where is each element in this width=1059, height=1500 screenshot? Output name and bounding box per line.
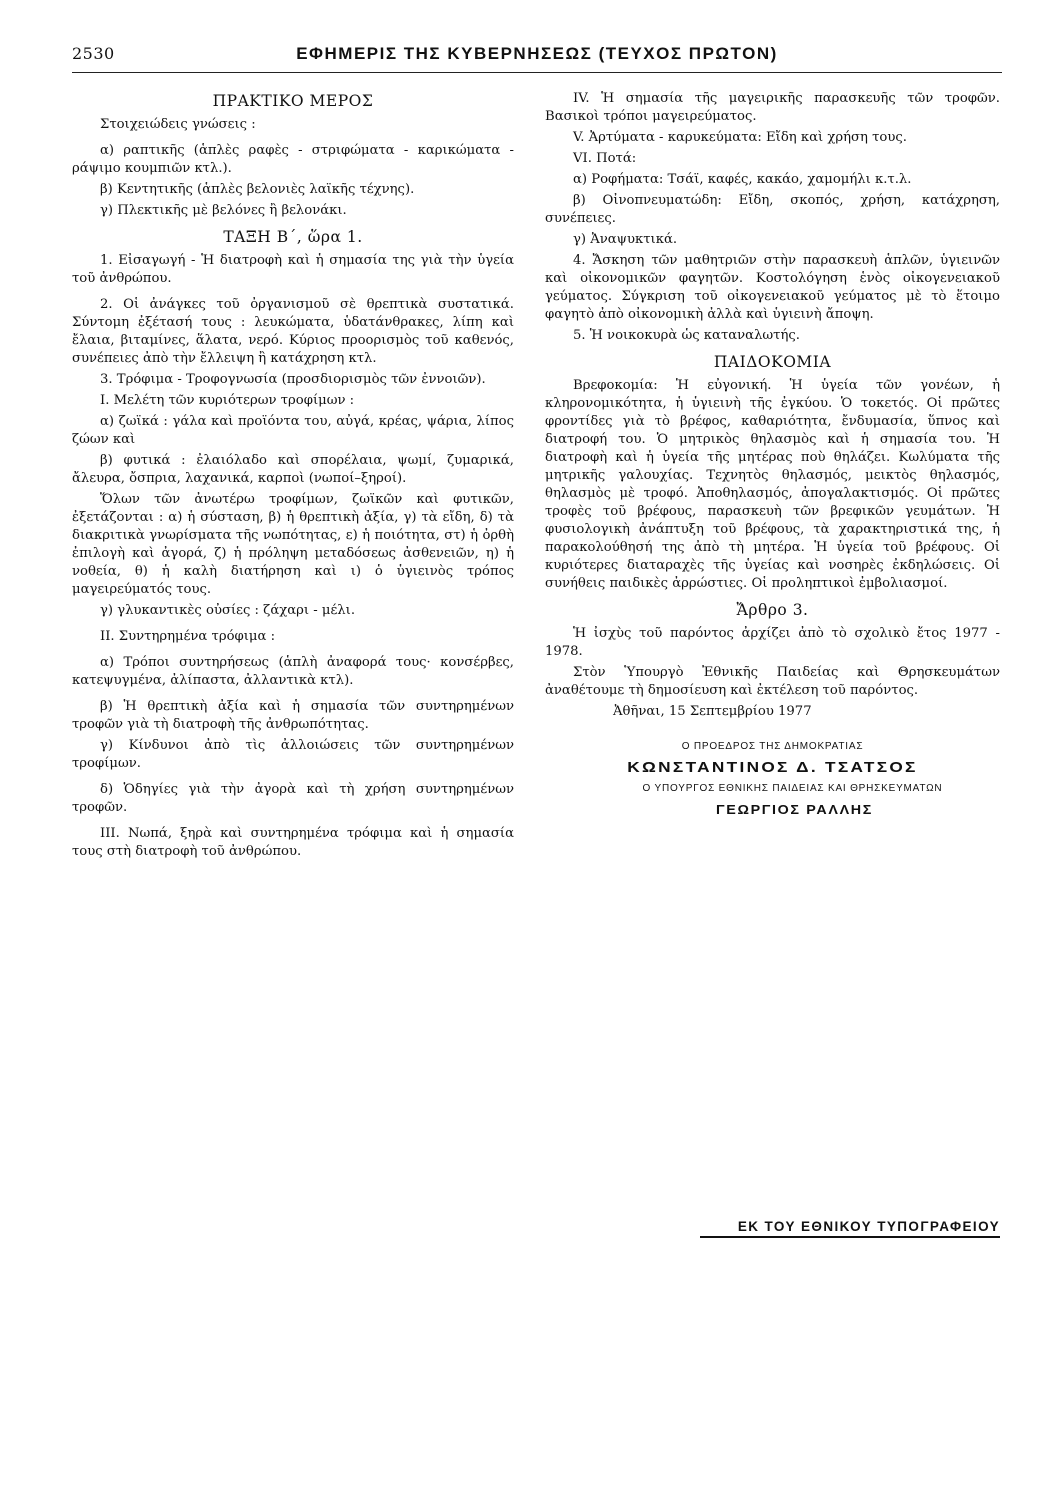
paragraph-I-a: α) ζωϊκά : γάλα καὶ προϊόντα του, αὐγά, κρέας, ψάρια, λίπος ζώων καὶ	[72, 414, 514, 447]
article-3-heading: Ἄρθρο 3.	[736, 601, 809, 619]
paragraph-I-b: β) φυτικά : ἐλαιόλαδο καὶ σπορέλαια, ψωμί, ζυμαρικά, ἄλευρα, ὄσπρια, λαχανικά, καρποὶ (νωποί–ξηροί).	[72, 453, 514, 486]
paragraph-VI-a: α) Ροφήματα: Τσάϊ, καφές, κακάο, χαμομήλι κ.τ.λ.	[573, 172, 912, 187]
paragraph-II-a: α) Τρόποι συντηρήσεως (ἁπλὴ ἀναφορά τους· κονσέρβες, κατεψυγμένα, ἀλίπαστα, ἀλλαντικὰ κτλ).	[72, 655, 514, 688]
paragraph-I: Ι. Μελέτη τῶν κυριότερων τροφίμων :	[100, 393, 355, 408]
president-title: Ο ΠΡΟΕΔΡΟΣ ΤΗΣ ΔΗΜΟΚΡΑΤΙΑΣ	[681, 741, 864, 752]
page-number: 2530	[72, 44, 115, 63]
paragraph-embroidery: β) Κεντητικῆς (ἁπλὲς βελονιὲς λαϊκῆς τέχνης).	[100, 182, 415, 197]
paragraph-V: V. Ἀρτύματα - καρυκεύματα: Εἴδη καὶ χρήση τους.	[573, 130, 907, 145]
header-rule	[72, 72, 1002, 73]
paragraph-5: 5. Ἡ νοικοκυρὰ ὡς καταναλωτής.	[573, 328, 800, 343]
paragraph-II-d: δ) Ὁδηγίες γιὰ τὴν ἀγορὰ καὶ τὴ χρήση συντηρημένων τροφῶν.	[72, 782, 514, 815]
paragraph-IV: ΙV. Ἡ σημασία τῆς μαγειρικῆς παρασκευῆς τῶν τροφῶν. Βασικοὶ τρόποι μαγειρεύματος.	[545, 91, 1000, 124]
ministry-assignment: Στὸν Ὑπουργὸ Ἐθνικῆς Παιδείας καὶ Θρησκευμάτων ἀναθέτουμε τὴ δημοσίευση καὶ ἐκτέλεση τοῦ παρόντος.	[545, 665, 1000, 698]
paragraph-1: 1. Εἰσαγωγή - Ἡ διατροφὴ καὶ ἡ σημασία της γιὰ τὴν ὑγεία τοῦ ἀνθρώπου.	[72, 253, 514, 286]
paragraph-II-g: γ) Κίνδυνοι ἀπὸ τὶς ἀλλοιώσεις τῶν συντηρημένων τροφίμων.	[72, 738, 514, 771]
childcare-heading: ΠΑΙΔΟΚΟΜΙΑ	[713, 353, 832, 371]
paragraph-III: ΙΙΙ. Νωπά, ξηρὰ καὶ συντηρημένα τρόφιμα καὶ ἡ σημασία τους στὴ διατροφὴ τοῦ ἀνθρώπου.	[72, 826, 514, 859]
practical-part-heading: ΠΡΑΚΤΙΚΟ ΜΕΡΟΣ	[212, 92, 374, 110]
paragraph-VI: VI. Ποτά:	[573, 151, 637, 166]
president-name: ΚΩΝΣΤΑΝΤΙΝΟΣ Δ. ΤΣΑΤΣΟΣ	[627, 759, 918, 776]
page-header	[72, 44, 1002, 70]
childcare-text: Βρεφοκομία: Ἡ εὐγονική. Ἡ ὑγεία τῶν γονέων, ἡ κληρονομικότητα, ἡ ὑγιεινὴ τῆς ἐγκύου. Ὁ τοκετός. Οἱ πρῶτες φροντίδες γιὰ τὸ βρέφος, καθαριότητα, ἔνδυμασία, ὕπνος καὶ διατροφή του. Ὁ μητρικὸς θηλασμὸς καὶ ἡ σημασία του. Ἡ διατροφὴ καὶ ἡ ὑγεία τῆς μητέρας ποὺ θηλάζει. Κωλύματα τῆς μητρικῆς γαλουχίας. Τεχνητὸς θηλασμός, μεικτὸς θηλασμός, θηλασμὸς μὲ τροφό. Ἀποθηλασμός, ἀπογαλακτισμός. Οἱ πρῶτες τροφὲς τοῦ βρέφους, παρασκευὴ τῶν βρεφικῶν γευμάτων. Ἡ φυσιολογικὴ ἀνάπτυξη τοῦ βρέφους, τὰ χαρακτηριστικά της, ἡ παρακολούθησή της ἀπὸ τὴ μητέρα. Ἡ ὑγεία τοῦ βρέφους. Οἱ κυριότερες διαταραχὲς τῆς ὑγείας καὶ νοσηρὲς ἐκδηλώσεις. Οἱ συνήθεις παιδικὲς ἀρρώστιες. Οἱ προληπτικοὶ ἐμβολιασμοί.	[545, 378, 1000, 591]
paragraph-2: 2. Οἱ ἀνάγκες τοῦ ὀργανισμοῦ σὲ θρεπτικὰ συστατικά. Σύντομη ἐξέτασή τους : λευκώματα, ὑδατάνθρακες, λίπη καὶ ἔλαια, βιταμίνες, ἅλατα, νερό. Κύριος προορισμὸς τοῦ καθενός, συνέπειες ἀπὸ τὴν ἔλλειψη ἢ κατάχρηση κτλ.	[72, 297, 514, 366]
gazette-title: ΕΦΗΜΕΡΙΣ ΤΗΣ ΚΥΒΕΡΝΗΣΕΩΣ (ΤΕΥΧΟΣ ΠΡΩΤΟΝ)	[296, 44, 778, 63]
left-column	[72, 90, 514, 864]
paragraph-II-b: β) Ἡ θρεπτικὴ ἀξία καὶ ἡ σημασία τῶν συντηρημένων τροφῶν γιὰ τὴ διατροφὴ τῆς ἀνθρωπότητας.	[72, 699, 514, 732]
paragraph-3: 3. Τρόφιμα - Τροφογνωσία (προσδιορισμὸς τῶν ἐννοιῶν).	[100, 372, 486, 387]
right-column	[545, 90, 1000, 822]
paragraph-all-foods: Ὅλων τῶν ἀνωτέρω τροφίμων, ζωϊκῶν καὶ φυτικῶν, ἐξετάζονται : α) ἡ σύσταση, β) ἡ θρεπτικὴ ἀξία, γ) τὰ εἴδη, δ) τὰ διακριτικὰ γνωρίσματα τῆς νωπότητας, ε) ἡ ποιότητα, στ) ἡ ὀρθὴ ἐπιλογὴ καὶ ἀγορά, ζ) ἡ πρόληψη μεταδόσεως ἀσθενειῶν, η) ἡ νοθεία, θ) ἡ καλὴ διατήρηση καὶ ι) ὁ ὑγιεινὸς τρόπος μαγειρεύματός τους.	[72, 492, 514, 597]
class-b-heading: ΤΑΞΗ Β΄, ὥρα 1.	[223, 228, 363, 246]
article-3-text: Ἡ ἰσχὺς τοῦ παρόντος ἀρχίζει ἀπὸ τὸ σχολικὸ ἔτος 1977 - 1978.	[545, 626, 1000, 659]
paragraph-I-g: γ) γλυκαντικὲς οὐσίες : ζάχαρι - μέλι.	[100, 603, 356, 618]
paragraph-VI-g: γ) Ἀναψυκτικά.	[573, 232, 678, 247]
minister-name: ΓΕΩΡΓΙΟΣ ΡΑΛΛΗΣ	[716, 802, 873, 817]
paragraph-4: 4. Ἄσκηση τῶν μαθητριῶν στὴν παρασκευὴ ἁπλῶν, ὑγιεινῶν καὶ οἰκονομικῶν φαγητῶν. Κοστολόγηση ἑνὸς οἰκογενειακοῦ γεύματος. Σύγκριση τοῦ οἰκογενειακοῦ γεύματος μὲ τὸ ἕτοιμο φαγητὸ ἀπὸ οἰκονομικὴ ἀλλὰ καὶ ὑγιεινὴ ἄποψη.	[545, 253, 1000, 322]
paragraph-knitting: γ) Πλεκτικῆς μὲ βελόνες ἢ βελονάκι.	[100, 203, 347, 218]
basic-knowledge-label: Στοιχειώδεις γνώσεις :	[100, 117, 256, 132]
paragraph-sewing: α) ραπτικῆς (ἁπλὲς ραφὲς - στριφώματα - καρικώματα - ράψιμο κουμπιῶν κτλ.).	[72, 143, 514, 176]
printer-imprint: ΕΚ ΤΟΥ ΕΘΝΙΚΟΥ ΤΥΠΟΓΡΑΦΕΙΟΥ	[700, 1219, 1000, 1238]
paragraph-II: ΙΙ. Συντηρημένα τρόφιμα :	[100, 629, 276, 644]
minister-title: Ο ΥΠΟΥΡΓΟΣ ΕΘΝΙΚΗΣ ΠΑΙΔΕΙΑΣ ΚΑΙ ΘΡΗΣΚΕΥΜΑΤΩΝ	[642, 783, 943, 794]
date-line: Ἀθῆναι, 15 Σεπτεμβρίου 1977	[613, 704, 812, 719]
paragraph-VI-b: β) Οἰνοπνευματώδη: Εἴδη, σκοπός, χρήση, κατάχρηση, συνέπειες.	[545, 193, 1000, 226]
